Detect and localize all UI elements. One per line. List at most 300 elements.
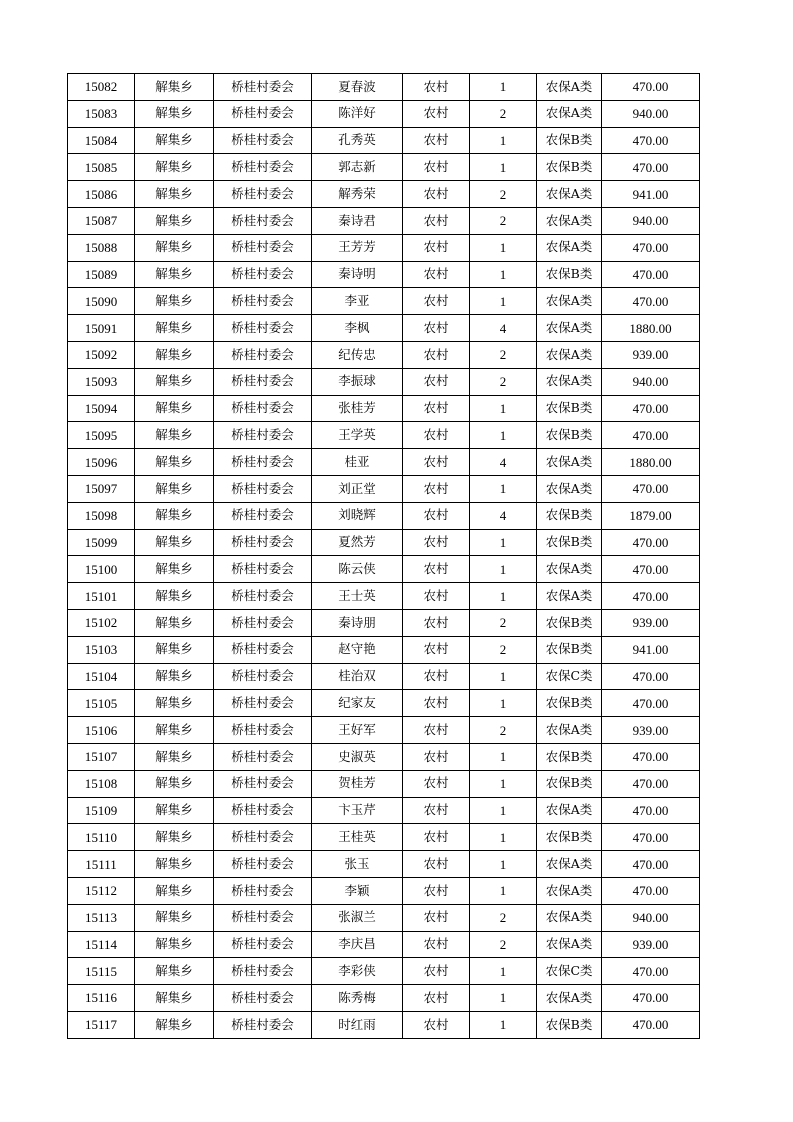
household-type-cell: 农村 [403,824,470,851]
household-type-cell: 农村 [403,690,470,717]
record-id-cell: 15113 [68,904,135,931]
category-cell: 农保A类 [537,556,602,583]
person-count-cell: 2 [470,368,537,395]
category-cell: 农保A类 [537,207,602,234]
amount-cell: 470.00 [602,1011,700,1038]
household-type-cell: 农村 [403,636,470,663]
household-type-cell: 农村 [403,341,470,368]
table-row [68,717,700,744]
amount-cell: 470.00 [602,877,700,904]
record-id-cell: 15090 [68,288,135,315]
record-id-cell: 15100 [68,556,135,583]
village-committee-cell: 桥桂村委会 [214,556,312,583]
amount-cell: 470.00 [602,770,700,797]
village-committee-cell: 桥桂村委会 [214,368,312,395]
table-row [68,207,700,234]
amount-cell: 470.00 [602,690,700,717]
amount-cell: 470.00 [602,154,700,181]
record-id-cell: 15094 [68,395,135,422]
household-type-cell: 农村 [403,422,470,449]
record-id-cell: 15098 [68,502,135,529]
person-count-cell: 1 [470,234,537,261]
township-cell: 解集乡 [135,636,214,663]
name-cell: 时红雨 [312,1011,403,1038]
name-cell: 王桂英 [312,824,403,851]
record-id-cell: 15095 [68,422,135,449]
household-type-cell: 农村 [403,502,470,529]
township-cell: 解集乡 [135,422,214,449]
name-cell: 陈洋好 [312,100,403,127]
township-cell: 解集乡 [135,931,214,958]
amount-cell: 1879.00 [602,502,700,529]
name-cell: 王好军 [312,717,403,744]
person-count-cell: 1 [470,877,537,904]
village-committee-cell: 桥桂村委会 [214,207,312,234]
township-cell: 解集乡 [135,315,214,342]
category-cell: 农保B类 [537,636,602,663]
table-row [68,583,700,610]
record-id-cell: 15099 [68,529,135,556]
township-cell: 解集乡 [135,877,214,904]
village-committee-cell: 桥桂村委会 [214,904,312,931]
amount-cell: 470.00 [602,958,700,985]
name-cell: 桂治双 [312,663,403,690]
household-type-cell: 农村 [403,663,470,690]
village-committee-cell: 桥桂村委会 [214,1011,312,1038]
township-cell: 解集乡 [135,743,214,770]
village-committee-cell: 桥桂村委会 [214,851,312,878]
amount-cell: 470.00 [602,556,700,583]
township-cell: 解集乡 [135,341,214,368]
name-cell: 贺桂芳 [312,770,403,797]
person-count-cell: 1 [470,958,537,985]
household-type-cell: 农村 [403,931,470,958]
table-row [68,770,700,797]
allowance-table [67,73,700,1039]
township-cell: 解集乡 [135,475,214,502]
village-committee-cell: 桥桂村委会 [214,74,312,101]
person-count-cell: 2 [470,341,537,368]
name-cell: 王士英 [312,583,403,610]
record-id-cell: 15102 [68,609,135,636]
township-cell: 解集乡 [135,502,214,529]
township-cell: 解集乡 [135,556,214,583]
record-id-cell: 15092 [68,341,135,368]
person-count-cell: 4 [470,315,537,342]
category-cell: 农保A类 [537,931,602,958]
amount-cell: 470.00 [602,824,700,851]
record-id-cell: 15097 [68,475,135,502]
table-row [68,1011,700,1038]
name-cell: 解秀荣 [312,181,403,208]
village-committee-cell: 桥桂村委会 [214,636,312,663]
township-cell: 解集乡 [135,904,214,931]
village-committee-cell: 桥桂村委会 [214,261,312,288]
amount-cell: 470.00 [602,288,700,315]
name-cell: 卞玉芹 [312,797,403,824]
person-count-cell: 2 [470,207,537,234]
record-id-cell: 15093 [68,368,135,395]
name-cell: 陈云侠 [312,556,403,583]
household-type-cell: 农村 [403,797,470,824]
township-cell: 解集乡 [135,770,214,797]
table-row [68,609,700,636]
table-row [68,315,700,342]
household-type-cell: 农村 [403,288,470,315]
record-id-cell: 15101 [68,583,135,610]
village-committee-cell: 桥桂村委会 [214,583,312,610]
village-committee-cell: 桥桂村委会 [214,127,312,154]
person-count-cell: 1 [470,154,537,181]
township-cell: 解集乡 [135,717,214,744]
table-row [68,690,700,717]
household-type-cell: 农村 [403,127,470,154]
amount-cell: 470.00 [602,529,700,556]
name-cell: 王学英 [312,422,403,449]
person-count-cell: 1 [470,261,537,288]
table-row [68,368,700,395]
table-row [68,261,700,288]
record-id-cell: 15089 [68,261,135,288]
household-type-cell: 农村 [403,207,470,234]
township-cell: 解集乡 [135,583,214,610]
name-cell: 桂亚 [312,449,403,476]
record-id-cell: 15112 [68,877,135,904]
person-count-cell: 1 [470,583,537,610]
village-committee-cell: 桥桂村委会 [214,341,312,368]
amount-cell: 941.00 [602,636,700,663]
person-count-cell: 1 [470,529,537,556]
record-id-cell: 15117 [68,1011,135,1038]
village-committee-cell: 桥桂村委会 [214,154,312,181]
household-type-cell: 农村 [403,717,470,744]
township-cell: 解集乡 [135,824,214,851]
township-cell: 解集乡 [135,851,214,878]
person-count-cell: 1 [470,690,537,717]
household-type-cell: 农村 [403,743,470,770]
record-id-cell: 15116 [68,985,135,1012]
table-row [68,958,700,985]
amount-cell: 470.00 [602,261,700,288]
table-row [68,502,700,529]
township-cell: 解集乡 [135,958,214,985]
village-committee-cell: 桥桂村委会 [214,770,312,797]
table-row [68,234,700,261]
record-id-cell: 15109 [68,797,135,824]
category-cell: 农保B类 [537,824,602,851]
category-cell: 农保A类 [537,341,602,368]
person-count-cell: 1 [470,824,537,851]
table-row [68,529,700,556]
record-id-cell: 15084 [68,127,135,154]
household-type-cell: 农村 [403,609,470,636]
category-cell: 农保A类 [537,288,602,315]
category-cell: 农保A类 [537,368,602,395]
household-type-cell: 农村 [403,556,470,583]
village-committee-cell: 桥桂村委会 [214,422,312,449]
township-cell: 解集乡 [135,449,214,476]
table-row [68,931,700,958]
category-cell: 农保A类 [537,583,602,610]
village-committee-cell: 桥桂村委会 [214,502,312,529]
table-row [68,74,700,101]
table-row [68,127,700,154]
household-type-cell: 农村 [403,368,470,395]
name-cell: 夏然芳 [312,529,403,556]
category-cell: 农保B类 [537,770,602,797]
category-cell: 农保A类 [537,877,602,904]
category-cell: 农保B类 [537,743,602,770]
category-cell: 农保A类 [537,74,602,101]
person-count-cell: 2 [470,181,537,208]
name-cell: 秦诗君 [312,207,403,234]
township-cell: 解集乡 [135,234,214,261]
name-cell: 李亚 [312,288,403,315]
household-type-cell: 农村 [403,181,470,208]
township-cell: 解集乡 [135,1011,214,1038]
amount-cell: 941.00 [602,181,700,208]
village-committee-cell: 桥桂村委会 [214,100,312,127]
township-cell: 解集乡 [135,690,214,717]
person-count-cell: 1 [470,556,537,583]
record-id-cell: 15110 [68,824,135,851]
person-count-cell: 2 [470,931,537,958]
category-cell: 农保A类 [537,181,602,208]
amount-cell: 939.00 [602,609,700,636]
table-row [68,341,700,368]
name-cell: 张淑兰 [312,904,403,931]
township-cell: 解集乡 [135,127,214,154]
name-cell: 李枫 [312,315,403,342]
table-row [68,288,700,315]
table-row [68,877,700,904]
village-committee-cell: 桥桂村委会 [214,288,312,315]
person-count-cell: 2 [470,636,537,663]
table-body [68,74,700,1039]
household-type-cell: 农村 [403,877,470,904]
amount-cell: 470.00 [602,797,700,824]
record-id-cell: 15105 [68,690,135,717]
record-id-cell: 15106 [68,717,135,744]
village-committee-cell: 桥桂村委会 [214,395,312,422]
name-cell: 李庆昌 [312,931,403,958]
category-cell: 农保A类 [537,797,602,824]
category-cell: 农保B类 [537,529,602,556]
name-cell: 陈秀梅 [312,985,403,1012]
category-cell: 农保B类 [537,395,602,422]
category-cell: 农保B类 [537,690,602,717]
record-id-cell: 15082 [68,74,135,101]
person-count-cell: 1 [470,127,537,154]
table-row [68,636,700,663]
person-count-cell: 1 [470,475,537,502]
name-cell: 张桂芳 [312,395,403,422]
household-type-cell: 农村 [403,234,470,261]
household-type-cell: 农村 [403,529,470,556]
township-cell: 解集乡 [135,368,214,395]
township-cell: 解集乡 [135,154,214,181]
name-cell: 刘晓辉 [312,502,403,529]
amount-cell: 1880.00 [602,449,700,476]
amount-cell: 940.00 [602,100,700,127]
township-cell: 解集乡 [135,609,214,636]
village-committee-cell: 桥桂村委会 [214,985,312,1012]
name-cell: 李振球 [312,368,403,395]
name-cell: 纪家友 [312,690,403,717]
amount-cell: 940.00 [602,904,700,931]
household-type-cell: 农村 [403,958,470,985]
township-cell: 解集乡 [135,288,214,315]
village-committee-cell: 桥桂村委会 [214,797,312,824]
table-row [68,743,700,770]
household-type-cell: 农村 [403,100,470,127]
household-type-cell: 农村 [403,583,470,610]
township-cell: 解集乡 [135,74,214,101]
record-id-cell: 15096 [68,449,135,476]
table-row [68,797,700,824]
village-committee-cell: 桥桂村委会 [214,181,312,208]
township-cell: 解集乡 [135,181,214,208]
amount-cell: 470.00 [602,234,700,261]
record-id-cell: 15091 [68,315,135,342]
name-cell: 秦诗朋 [312,609,403,636]
township-cell: 解集乡 [135,797,214,824]
name-cell: 史淑英 [312,743,403,770]
table-row [68,449,700,476]
name-cell: 李彩侠 [312,958,403,985]
person-count-cell: 1 [470,74,537,101]
category-cell: 农保A类 [537,475,602,502]
table-row [68,154,700,181]
village-committee-cell: 桥桂村委会 [214,315,312,342]
person-count-cell: 2 [470,609,537,636]
table-row [68,395,700,422]
person-count-cell: 1 [470,851,537,878]
person-count-cell: 1 [470,663,537,690]
household-type-cell: 农村 [403,449,470,476]
household-type-cell: 农村 [403,851,470,878]
village-committee-cell: 桥桂村委会 [214,743,312,770]
township-cell: 解集乡 [135,261,214,288]
name-cell: 纪传忠 [312,341,403,368]
category-cell: 农保B类 [537,422,602,449]
township-cell: 解集乡 [135,985,214,1012]
category-cell: 农保A类 [537,100,602,127]
record-id-cell: 15083 [68,100,135,127]
category-cell: 农保B类 [537,502,602,529]
record-id-cell: 15111 [68,851,135,878]
person-count-cell: 2 [470,100,537,127]
amount-cell: 470.00 [602,985,700,1012]
household-type-cell: 农村 [403,74,470,101]
name-cell: 赵守艳 [312,636,403,663]
category-cell: 农保A类 [537,234,602,261]
name-cell: 刘正堂 [312,475,403,502]
person-count-cell: 2 [470,717,537,744]
township-cell: 解集乡 [135,100,214,127]
township-cell: 解集乡 [135,395,214,422]
person-count-cell: 1 [470,743,537,770]
person-count-cell: 1 [470,422,537,449]
category-cell: 农保C类 [537,663,602,690]
record-id-cell: 15115 [68,958,135,985]
table-row [68,904,700,931]
person-count-cell: 1 [470,1011,537,1038]
amount-cell: 470.00 [602,127,700,154]
record-id-cell: 15114 [68,931,135,958]
name-cell: 张玉 [312,851,403,878]
category-cell: 农保B类 [537,127,602,154]
table-row [68,851,700,878]
village-committee-cell: 桥桂村委会 [214,234,312,261]
table-row [68,422,700,449]
village-committee-cell: 桥桂村委会 [214,958,312,985]
village-committee-cell: 桥桂村委会 [214,449,312,476]
household-type-cell: 农村 [403,315,470,342]
table-row [68,556,700,583]
amount-cell: 1880.00 [602,315,700,342]
category-cell: 农保A类 [537,315,602,342]
category-cell: 农保B类 [537,609,602,636]
record-id-cell: 15085 [68,154,135,181]
amount-cell: 470.00 [602,74,700,101]
name-cell: 孔秀英 [312,127,403,154]
amount-cell: 940.00 [602,207,700,234]
table-row [68,181,700,208]
village-committee-cell: 桥桂村委会 [214,717,312,744]
township-cell: 解集乡 [135,529,214,556]
amount-cell: 470.00 [602,395,700,422]
village-committee-cell: 桥桂村委会 [214,475,312,502]
township-cell: 解集乡 [135,207,214,234]
amount-cell: 470.00 [602,475,700,502]
person-count-cell: 1 [470,395,537,422]
household-type-cell: 农村 [403,904,470,931]
name-cell: 郭志新 [312,154,403,181]
table-row [68,824,700,851]
village-committee-cell: 桥桂村委会 [214,690,312,717]
amount-cell: 470.00 [602,422,700,449]
person-count-cell: 4 [470,502,537,529]
person-count-cell: 1 [470,797,537,824]
category-cell: 农保A类 [537,851,602,878]
category-cell: 农保A类 [537,717,602,744]
village-committee-cell: 桥桂村委会 [214,529,312,556]
table-row [68,100,700,127]
household-type-cell: 农村 [403,985,470,1012]
category-cell: 农保B类 [537,1011,602,1038]
name-cell: 王芳芳 [312,234,403,261]
category-cell: 农保A类 [537,449,602,476]
category-cell: 农保A类 [537,985,602,1012]
person-count-cell: 4 [470,449,537,476]
village-committee-cell: 桥桂村委会 [214,824,312,851]
amount-cell: 470.00 [602,583,700,610]
village-committee-cell: 桥桂村委会 [214,663,312,690]
amount-cell: 470.00 [602,663,700,690]
category-cell: 农保A类 [537,904,602,931]
person-count-cell: 1 [470,985,537,1012]
amount-cell: 470.00 [602,743,700,770]
person-count-cell: 1 [470,770,537,797]
township-cell: 解集乡 [135,663,214,690]
amount-cell: 939.00 [602,717,700,744]
table-row [68,475,700,502]
village-committee-cell: 桥桂村委会 [214,931,312,958]
name-cell: 秦诗明 [312,261,403,288]
household-type-cell: 农村 [403,1011,470,1038]
category-cell: 农保B类 [537,261,602,288]
